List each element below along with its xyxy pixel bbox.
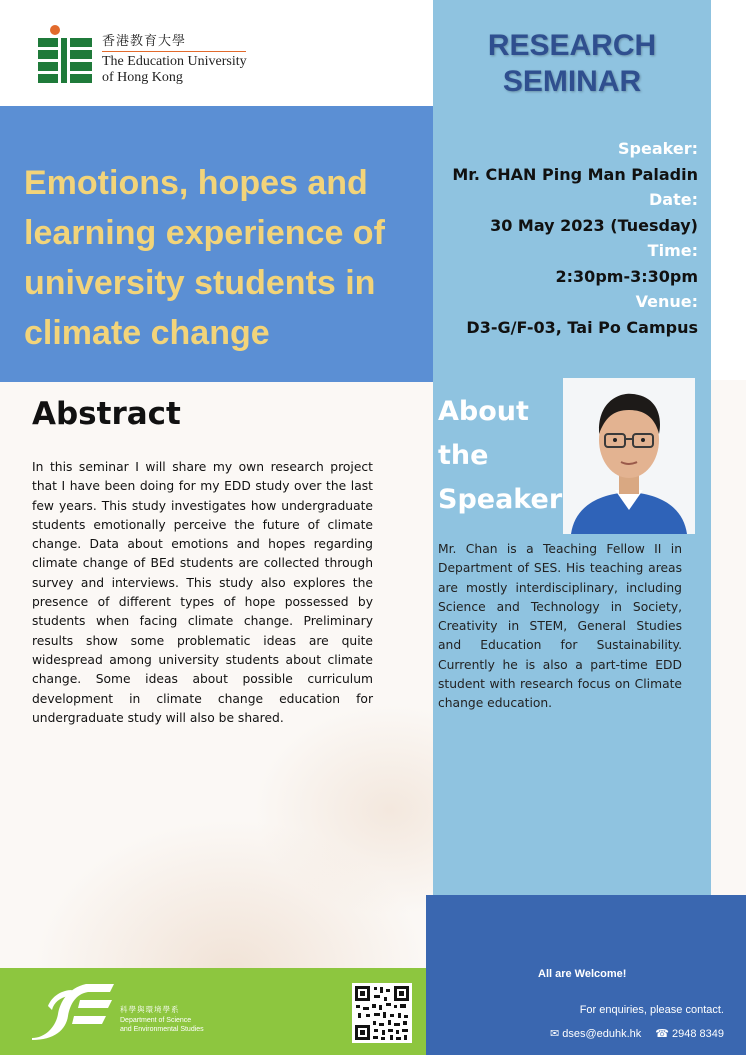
enquiry-text: For enquiries, please contact. [579,1004,724,1016]
about-heading-line3: Speaker [438,484,563,515]
date-value: 30 May 2023 (Tuesday) [490,215,698,235]
department-name-english [120,1016,204,1034]
title-line4: climate change [24,314,270,352]
about-speaker-heading [438,390,563,522]
email-address[interactable]: dses@eduhk.hk [562,1028,642,1040]
phone-number[interactable]: 2948 8349 [672,1028,724,1040]
logo-divider [102,51,246,52]
university-name-chinese: 香港教育大學 [102,34,187,49]
seminar-heading-line2: SEMINAR [502,65,642,98]
time-value: 2:30pm-3:30pm [555,266,698,286]
abstract-body: In this seminar I will share my own research project that I have been doing for my EDD study over the last few years. This study investigates how undergraduate students emotionally perceive the future of climate change. Data about emotions and hopes regarding climate change of BEd students are collected through survey and interviews. This study also explores the presence of different types of hope possessed by students when facing climate change. Preliminary results show some problematic ideas are quite widespread among university students about climate change. Some ideas about possible curriculum development in climate change education for undergraduate study will also be shared. [32,460,373,725]
university-name-english [102,54,247,86]
research-seminar-heading [433,28,711,100]
seminar-details [408,136,698,340]
time-label: Time: [647,241,698,260]
about-heading-line1: About [438,396,529,427]
phone-icon: ☎ [655,1028,669,1040]
venue-label: Venue: [635,292,698,311]
contact-row [550,1027,724,1040]
date-label: Date: [649,190,698,209]
email-contact[interactable] [550,1027,641,1040]
department-name-line2: and Environmental Studies [120,1026,204,1033]
university-name-line1: The Education University [102,54,247,69]
mail-icon: ✉ [550,1028,560,1040]
title-line1: Emotions, hopes and [24,164,368,202]
title-line2: learning experience of [24,214,385,252]
speaker-photo [563,378,695,534]
qr-code[interactable] [352,983,412,1043]
eduhk-logo-mark [38,24,94,84]
about-heading-line2: the [438,440,489,471]
department-name-chinese: 科學與環境學系 [120,1005,180,1014]
venue-value: D3-G/F-03, Tai Po Campus [466,317,698,337]
phone-contact[interactable] [655,1027,724,1040]
seminar-heading-line1: RESEARCH [487,29,657,62]
about-speaker-body: Mr. Chan is a Teaching Fellow II in Department of SES. His teaching areas are mostly interdisciplinary, including Science and Technology in Society, Creativity in STEM, General Studies and Education for Sustainability. Currently he is also a part-time EDD student with research focus on Climate change education. [438,542,682,711]
department-logo [28,980,118,1042]
speaker-label: Speaker: [618,139,698,158]
speaker-portrait-icon [563,378,695,534]
abstract-heading: Abstract [32,396,181,432]
eduhk-logo [38,24,248,86]
seminar-title [24,158,424,358]
speaker-value: Mr. CHAN Ping Man Paladin [452,164,698,184]
department-name-line1: Department of Science [120,1017,192,1024]
title-line3: university students in [24,264,376,302]
university-name-line2: of Hong Kong [102,70,183,85]
welcome-text: All are Welcome! [538,968,627,980]
